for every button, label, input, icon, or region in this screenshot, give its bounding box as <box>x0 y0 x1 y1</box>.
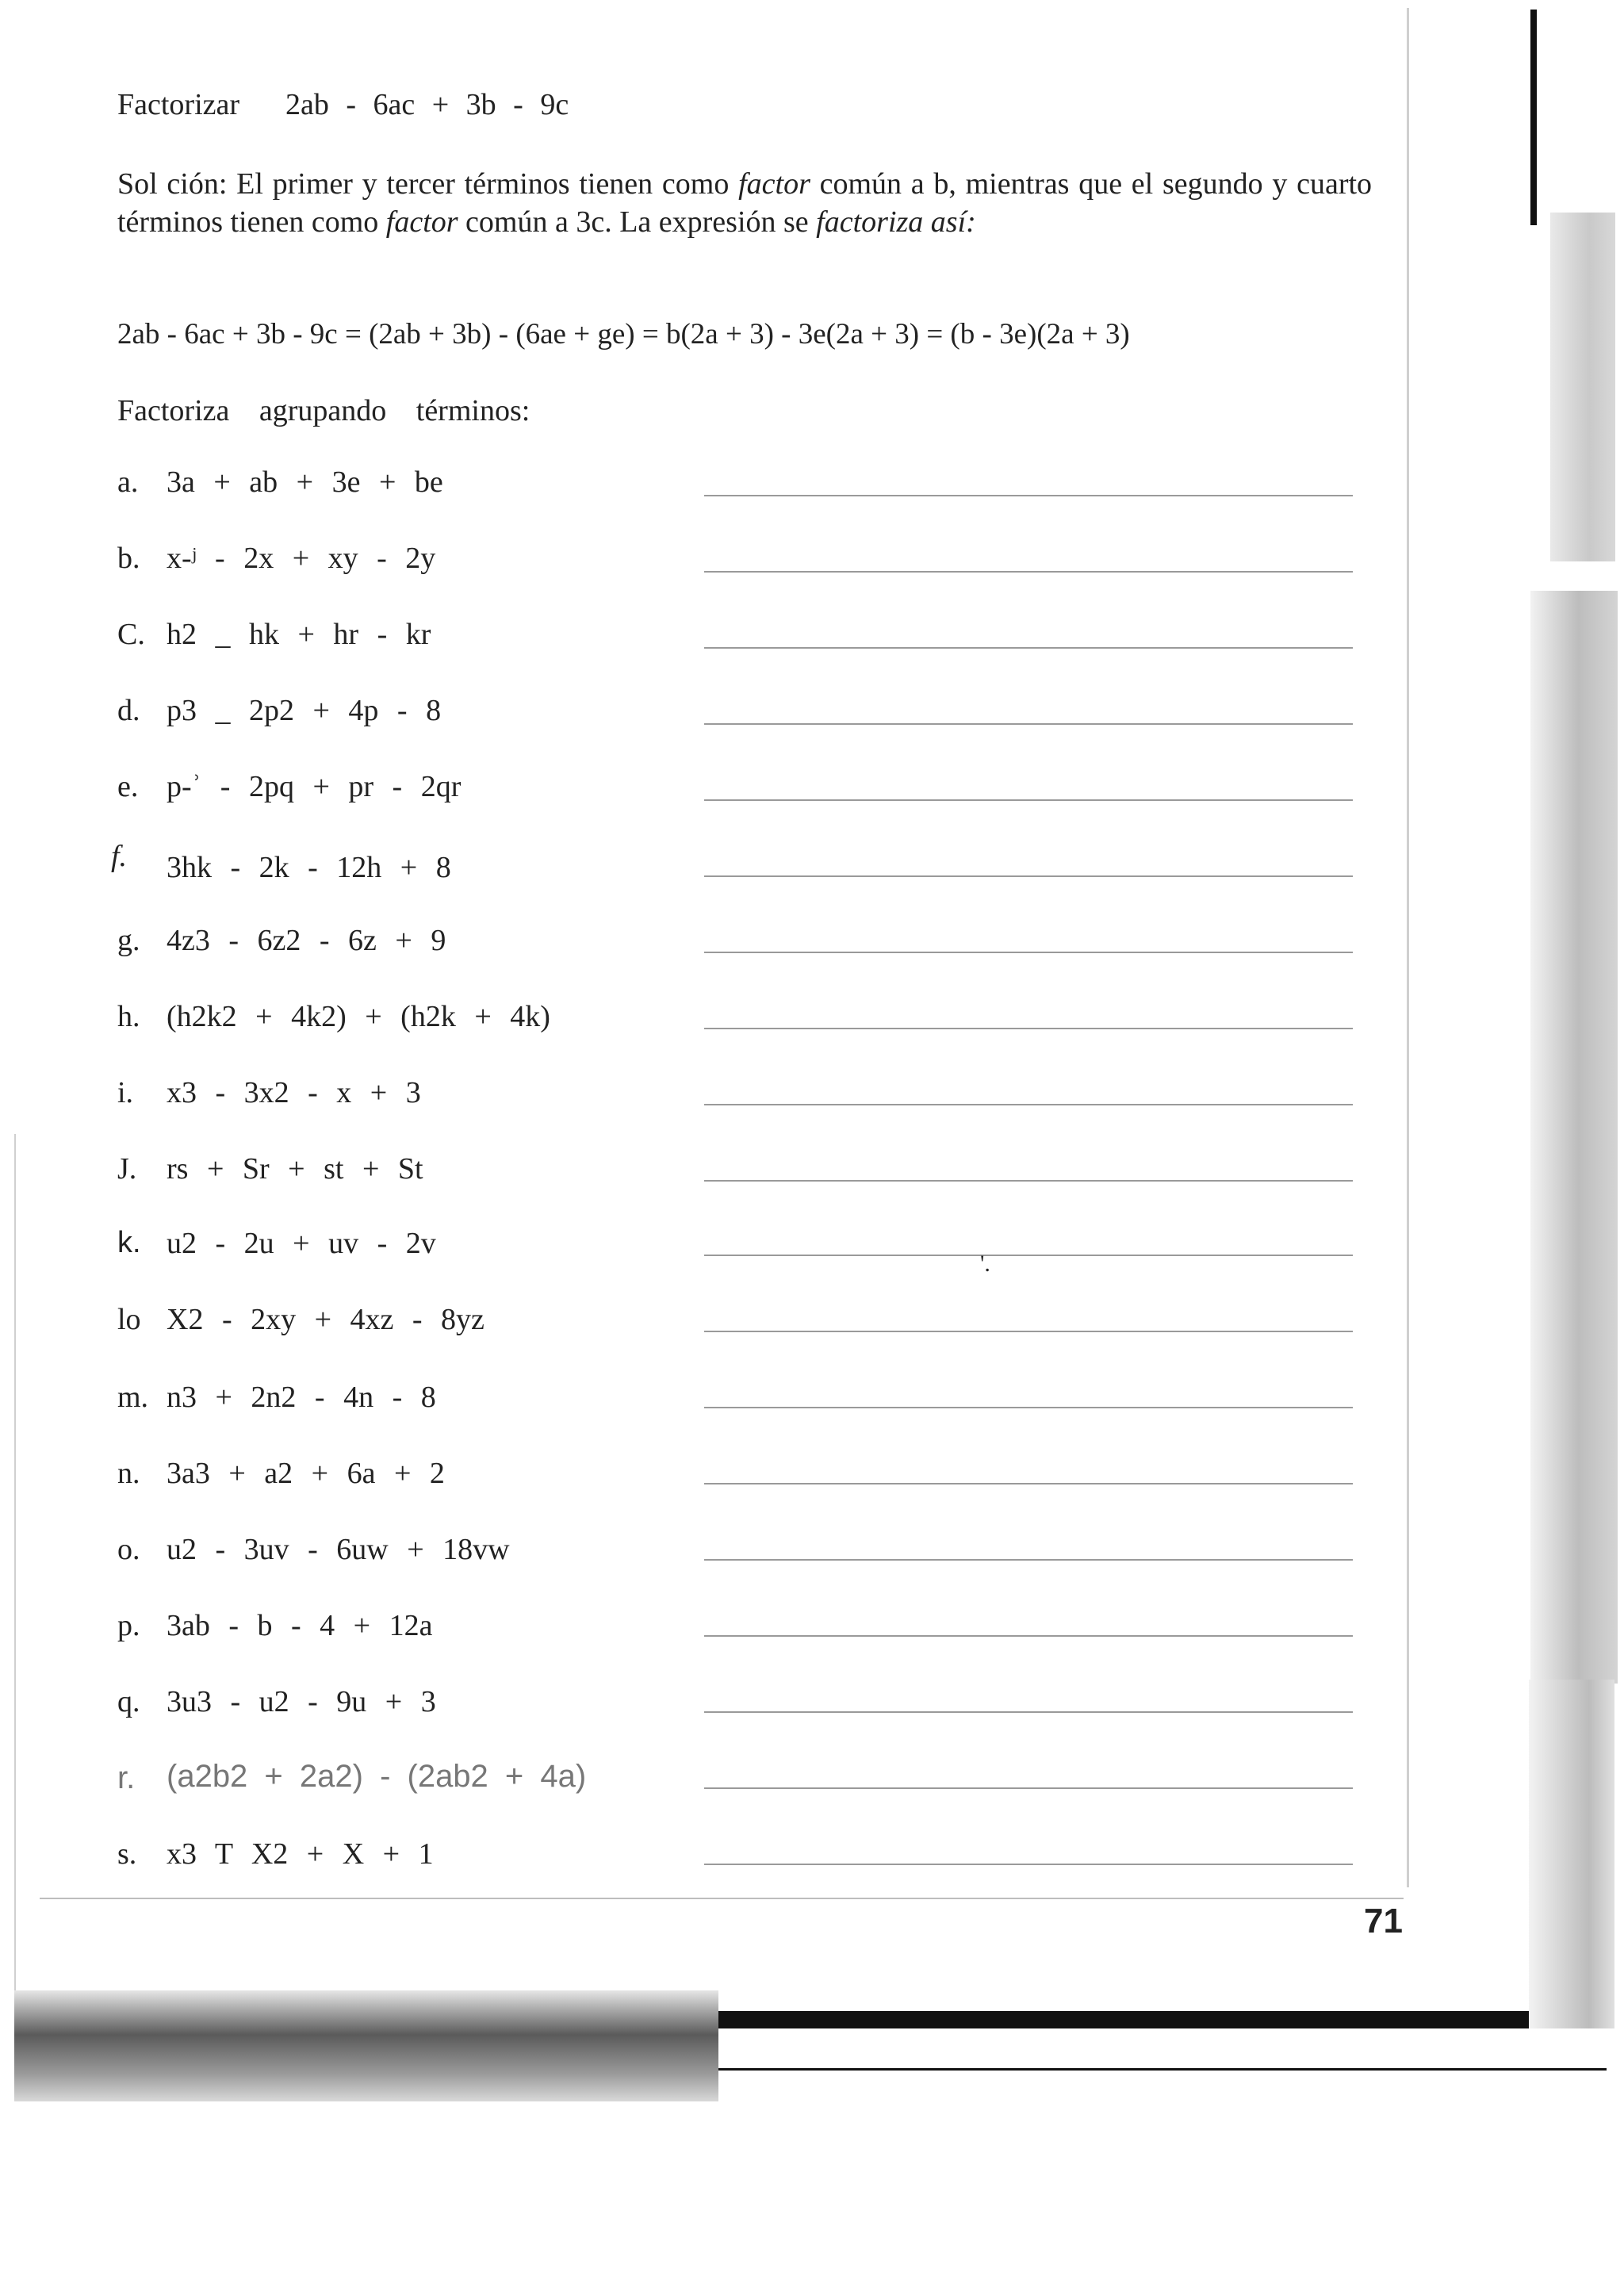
exercise-label: e. <box>117 770 139 803</box>
answer-line[interactable] <box>704 799 1353 801</box>
exercise-label: s. <box>117 1837 137 1871</box>
exercise-label: lo <box>117 1303 141 1336</box>
answer-line[interactable] <box>704 952 1353 953</box>
exercise-label: r. <box>117 1760 136 1795</box>
answer-line[interactable] <box>704 571 1353 573</box>
bottom-left-gray-band <box>14 1990 718 2101</box>
solution-italic-4: así: <box>930 205 976 239</box>
exercise-label: g. <box>117 924 140 957</box>
exercise-expression: p-ʾ - 2pq + pr - 2qr <box>167 770 462 803</box>
answer-line[interactable] <box>704 1711 1353 1713</box>
exercise-expression: 3ab - b - 4 + 12a <box>167 1609 433 1642</box>
top-right-black-bar <box>1530 10 1537 225</box>
exercise-expression: (h2k2 + 4k2) + (h2k + 4k) <box>167 1000 550 1033</box>
answer-line[interactable] <box>704 1864 1353 1865</box>
exercise-label: C. <box>117 618 145 651</box>
exercise-expression: x3 - 3x2 - x + 3 <box>167 1076 421 1109</box>
answer-line[interactable] <box>704 1255 1353 1256</box>
exercise-label: h. <box>117 1000 140 1033</box>
instruction-text: Factoriza agrupando términos: <box>117 394 530 427</box>
exercise-label: J. <box>117 1152 137 1186</box>
exercise-expression: x3 T X2 + X + 1 <box>167 1837 434 1871</box>
solution-paragraph <box>117 165 1372 241</box>
answer-line[interactable] <box>704 875 1353 877</box>
header-expression: 2ab - 6ac + 3b - 9c <box>285 88 569 121</box>
exercise-label: p. <box>117 1609 140 1642</box>
answer-line[interactable] <box>704 723 1353 725</box>
exercise-expression: u2 - 3uv - 6uw + 18vw <box>167 1533 510 1566</box>
exercise-expression: 3a + ab + 3e + be <box>167 465 443 499</box>
exercise-expression: x-ʲ - 2x + xy - 2y <box>167 542 436 575</box>
right-gray-strip-lower <box>1530 591 1618 1684</box>
exercise-label: k. <box>117 1226 141 1259</box>
exercise-expression: X2 - 2xy + 4xz - 8yz <box>167 1303 485 1336</box>
exercise-label: n. <box>117 1457 140 1490</box>
solution-text-3: común a 3c. La expresión se <box>465 205 809 239</box>
solution-italic-2: factor <box>385 205 458 239</box>
answer-line[interactable] <box>704 647 1353 649</box>
exercise-expression: rs + Sr + st + St <box>167 1152 423 1186</box>
bottom-thin-rule <box>718 2068 1607 2071</box>
answer-line[interactable] <box>704 1559 1353 1561</box>
worked-example-line: 2ab - 6ac + 3b - 9c = (2ab + 3b) - (6ae + ge) = b(2a + 3) - 3e(2a + 3) = (b - 3e)(2a + 3) <box>117 318 1130 351</box>
exercise-expression: 3a3 + a2 + 6a + 2 <box>167 1457 445 1490</box>
exercise-expression: u2 - 2u + uv - 2v <box>167 1227 436 1260</box>
exercise-label: f. <box>111 840 128 873</box>
answer-line[interactable] <box>704 1483 1353 1484</box>
exercise-expression: 3hk - 2k - 12h + 8 <box>167 851 451 884</box>
exercise-label: o. <box>117 1533 140 1566</box>
exercise-label: m. <box>117 1381 149 1414</box>
answer-line[interactable] <box>704 1028 1353 1029</box>
exercise-expression: n3 + 2n2 - 4n - 8 <box>167 1381 436 1414</box>
right-border-line <box>1407 8 1409 1887</box>
exercise-expression: (a2b2 + 2a2) - (2ab2 + 4a) <box>167 1759 587 1794</box>
solution-italic-3: factoriza <box>816 205 924 239</box>
page-number: 71 <box>1364 1902 1403 1940</box>
answer-line[interactable] <box>704 1787 1353 1789</box>
answer-line[interactable] <box>704 495 1353 496</box>
footer-rule <box>40 1898 1404 1899</box>
exercise-label: b. <box>117 542 140 575</box>
bottom-black-bar <box>718 2011 1532 2028</box>
solution-text-2: común a b, mientras que el segundo y cuarto términos tienen como <box>117 167 1373 239</box>
solution-text-1: Sol ción: El primer y tercer términos tienen como <box>117 167 730 201</box>
header-word: Factorizar <box>117 88 240 121</box>
exercise-label: q. <box>117 1685 140 1718</box>
stray-mark: '. <box>980 1251 990 1277</box>
answer-line[interactable] <box>704 1331 1353 1332</box>
answer-line[interactable] <box>704 1407 1353 1408</box>
exercise-expression: p3 _ 2p2 + 4p - 8 <box>167 694 442 727</box>
exercise-label: a. <box>117 465 139 499</box>
bottom-right-curl <box>1529 1680 1614 2028</box>
exercise-expression: 4z3 - 6z2 - 6z + 9 <box>167 924 446 957</box>
exercise-expression: h2 _ hk + hr - kr <box>167 618 431 651</box>
answer-line[interactable] <box>704 1180 1353 1182</box>
right-gray-strip-upper <box>1550 213 1615 561</box>
left-edge-line <box>14 1134 16 2101</box>
solution-italic-1: factor <box>738 167 810 201</box>
exercise-label: i. <box>117 1076 134 1109</box>
answer-line[interactable] <box>704 1104 1353 1105</box>
exercise-expression: 3u3 - u2 - 9u + 3 <box>167 1685 436 1718</box>
answer-line[interactable] <box>704 1635 1353 1637</box>
exercise-label: d. <box>117 694 140 727</box>
